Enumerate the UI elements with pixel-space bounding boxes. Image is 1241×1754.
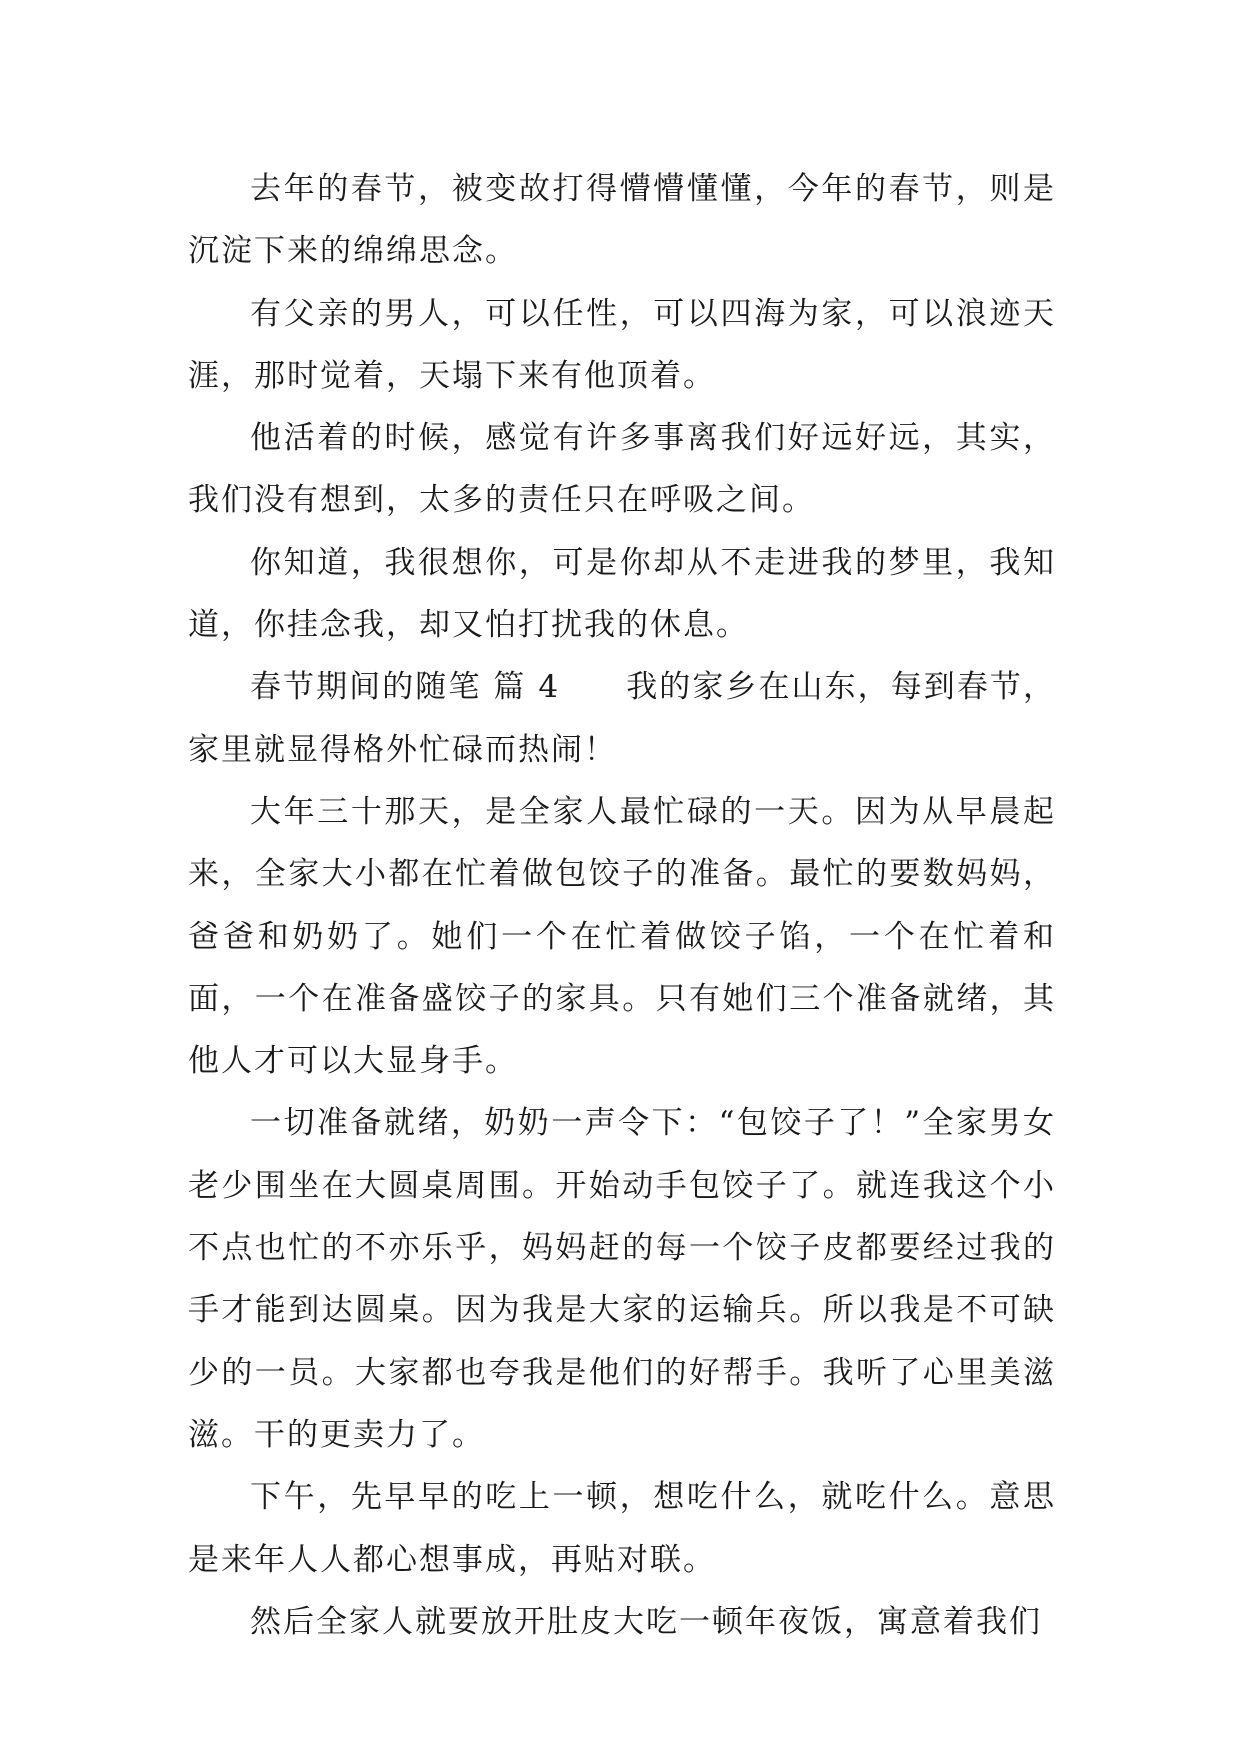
paragraph-3: 他活着的时候，感觉有许多事离我们好远好远，其实，我们没有想到，太多的责任只在呼吸之间。: [188, 420, 1056, 519]
paragraph-4: 你知道，我很想你，可是你却从不走进我的梦里，我知道，你挂念我，却又怕打扰我的休息。: [188, 544, 1056, 644]
paragraph-7: 一切准备就绪，奶奶一声令下：“包饺子了！”全家男女老少围坐在大圆桌周围。开始动手包饺子了。就连我这个小不点也忙的不亦乐乎，妈妈赶的每一个饺子皮都要经过我的手才能到达圆桌。因为我是大家的运输兵。所以我是不可缺少的一员。大家都也夸我是他们的好帮手。我听了心里美滋滋。干的更卖力了。: [188, 1105, 1056, 1453]
paragraph-1: 去年的春节，被变故打得懵懵懂懂，今年的春节，则是沉淀下来的绵绵思念。: [188, 171, 1056, 270]
paragraph-2: 有父亲的男人，可以任性，可以四海为家，可以浪迹天涯，那时觉着，天塌下来有他顶着。: [188, 295, 1056, 394]
paragraph-5: 春节期间的随笔 篇 4 我的家乡在山东，每到春节，家里就显得格外忙碌而热闹！: [188, 669, 1056, 768]
paragraph-8: 下午，先早早的吃上一顿，想吃什么，就吃什么。意思是来年人人都心想事成，再贴对联。: [188, 1479, 1056, 1578]
paragraph-9: 然后全家人就要放开肚皮大吃一顿年夜饭，寓意着我们: [250, 1603, 1042, 1640]
paragraph-6: 大年三十那天，是全家人最忙碌的一天。因为从早晨起来，全家大小都在忙着做包饺子的准备。最忙的要数妈妈，爸爸和奶奶了。她们一个在忙着做饺子馅，一个在忙着和面，一个在准备盛饺子的家具。只有她们三个准备就绪，其他人才可以大显身手。: [188, 793, 1056, 1080]
document-body: [188, 158, 1056, 1653]
